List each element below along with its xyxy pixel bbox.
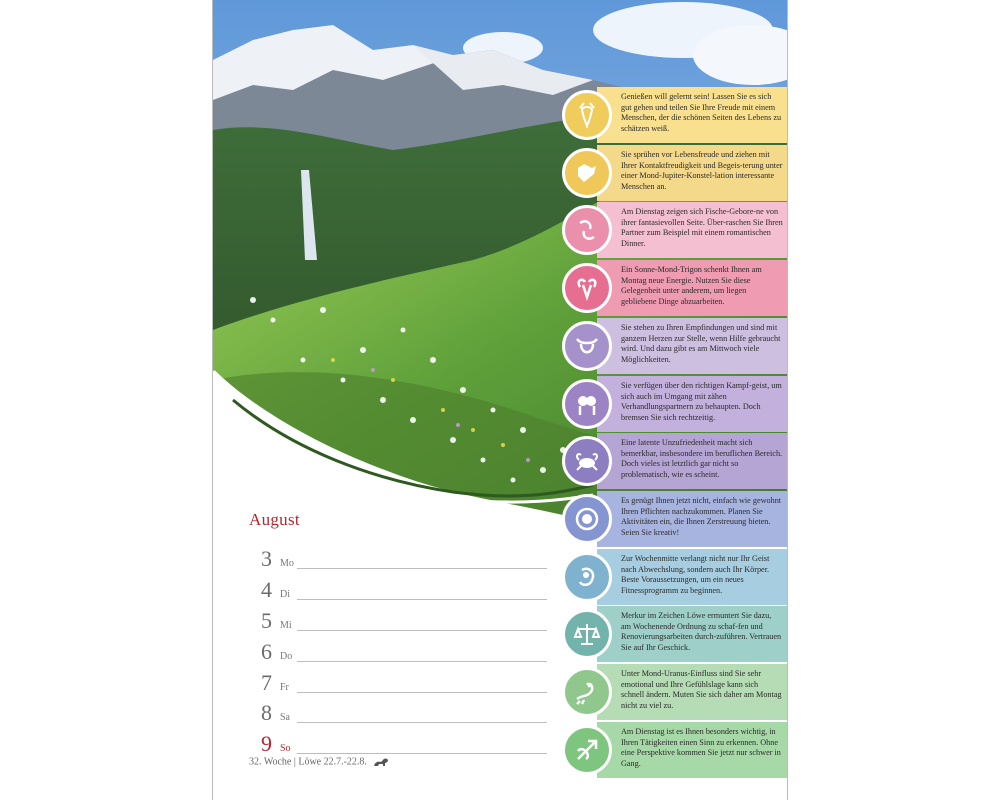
horoscope-text: Unter Mond-Uranus-Einfluss sind Sie sehr emotional und Ihre Gefühlslage kann sich schnell ändern. Muten Sie sich daher am Montag nicht zu viel zu. [621,669,782,710]
horoscope-strip [597,664,787,720]
horoscope-text: Eine latente Unzufriedenheit macht sich bemerkbar, insbesondere im beruflichen Bereich. Doch vieles ist letztlich gar nicht so problematisch, wie es scheint. [621,438,783,479]
virgo-icon [562,552,612,602]
weekday-name: Fr [280,682,289,693]
day-row[interactable] [247,694,547,724]
horoscope-text: Sie verfügen über den richtigen Kampf-geist, um sich auch im Umgang mit zähen Verhandlungspartnern zu behaupten. Doch bremsen Sie sich rechtzeitig. [621,381,782,422]
taurus-icon [562,321,612,371]
capricorn-icon [562,90,612,140]
horoscope-strip [597,606,787,662]
weekday-name: Mo [280,558,294,569]
day-row[interactable] [247,633,547,663]
weekday-name: Do [280,651,293,662]
note-line [297,599,547,600]
horoscope-strip [597,433,787,489]
day-row[interactable] [247,571,547,601]
day-number: 8 [261,700,272,725]
day-row-sunday[interactable] [247,725,547,755]
weekday-name: Sa [280,712,290,723]
horoscope-text: Zur Wochenmitte verlangt nicht nur Ihr Geist nach Abwechslung, sondern auch Ihr Körper. Beste Voraussetzungen, um ein neues Fitnessprogramm zu beginnen. [621,554,770,595]
horoscope-strip [597,260,787,316]
horoscope-strip [597,491,787,547]
day-row[interactable] [247,664,547,694]
month-title: August [249,510,300,529]
day-number: 3 [261,546,272,571]
horoscope-text: Am Dienstag zeigen sich Fische-Gebore-ne von ihrer fantasievollen Seite. Über-raschen Sie Ihren Partner zum Beispiel mit einem romantischen Dinner. [621,207,783,248]
note-line [297,722,547,723]
scorpio-icon [562,667,612,717]
weekday-name: Di [280,589,290,600]
note-line [297,692,547,693]
horoscope-strip [597,87,787,143]
horoscope-strip [597,722,787,778]
note-line [297,753,547,754]
note-line [297,661,547,662]
lion-icon [373,756,389,768]
day-row[interactable] [247,540,547,570]
sagittarius-icon [562,725,612,775]
week-label: 32. Woche | Löwe 22.7.-22.8. [249,756,367,768]
day-number: 9 [261,731,272,756]
horoscope-text: Genießen will gelernt sein! Lassen Sie es sich gut gehen und teilen Sie Ihre Freude mit einem Menschen, der die schönen Seiten des Lebens zu schätzen weiß. [621,92,782,133]
horoscope-strip [597,318,787,374]
horoscope-strip [597,549,787,605]
note-line [297,568,547,569]
gemini-icon [562,379,612,429]
cancer-icon [562,436,612,486]
day-number: 7 [261,670,272,695]
horoscope-text: Sie stehen zu Ihren Empfindungen und sind mit ganzem Herzen zur Stelle, wenn Hilfe gebraucht wird. Und dazu gibt es am Mittwoch viele Möglichkeiten. [621,323,781,364]
day-row[interactable] [247,602,547,632]
libra-icon [562,609,612,659]
weekday-name: Mi [280,620,292,631]
calendar-page [212,0,788,800]
horoscope-text: Es genügt Ihnen jetzt nicht, einfach wie gewohnt Ihren Pflichten nachzukommen. Planen Sie Aktivitäten ein, die Ihnen Zerstreuung bieten. Seien Sie kreativ! [621,496,782,537]
horoscope-text: Ein Sonne-Mond-Trigon schenkt Ihnen am Montag neue Energie. Nutzen Sie diese Gelegenheit unter anderem, um liegen gebliebene Dinge abzuarbeiten. [621,265,762,306]
weekday-name: So [280,743,291,754]
aries-icon [562,263,612,313]
pisces-icon [562,205,612,255]
week-footer [249,756,389,768]
day-number: 5 [261,608,272,633]
leo-icon [562,494,612,544]
note-line [297,630,547,631]
horoscope-strip [597,145,787,201]
horoscope-strip [597,376,787,432]
horoscope-text: Am Dienstag ist es Ihnen besonders wichtig, in Ihren Tätigkeiten einen Sinn zu erkennen. Ohne eine Perspektive kommen Sie jetzt nur schwer in Gang. [621,727,781,768]
day-number: 4 [261,577,272,602]
horoscope-text: Merkur im Zeichen Löwe ermuntert Sie dazu, am Wochenende Ordnung zu schaf-fen und Renovierungsarbeiten durch-zuführen. Vertrauen Sie auf Ihr Geschick. [621,611,782,652]
horoscope-text: Sie sprühen vor Lebensfreude und ziehen mit Ihrer Kontaktfreudigkeit und Begeis-terung unter einer Mond-Jupiter-Konstel-lation interessante Menschen an. [621,150,783,191]
day-number: 6 [261,639,272,664]
aquarius-icon [562,148,612,198]
horoscope-strip [597,202,787,258]
